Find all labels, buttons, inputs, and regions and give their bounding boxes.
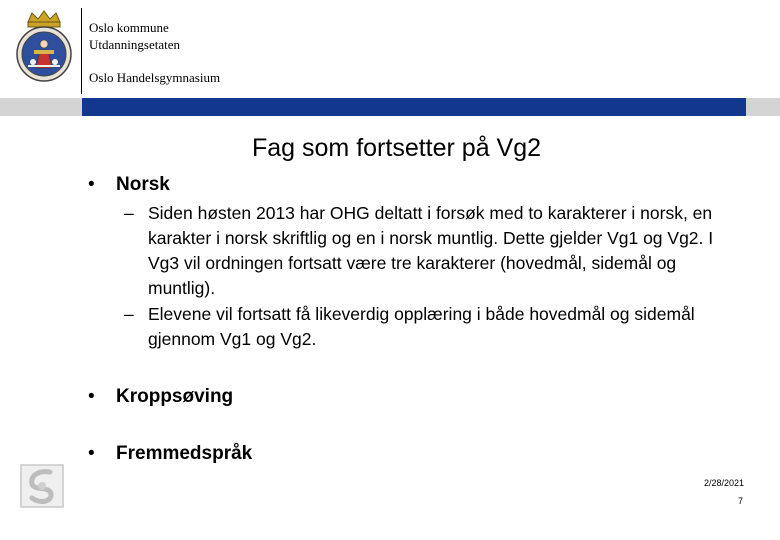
header-divider <box>81 8 82 94</box>
bullet-text: Kroppsøving <box>116 386 234 407</box>
sub-bullet-text: Siden høsten 2013 har OHG deltatt i forsøk med to karakterer i norsk, en karakter i norsk skriftlig og en i norsk muntlig. Dette gjelder Vg1 og Vg2. I Vg3 vil ordningen fortsatt være tre karakterer (hovedmål, sidemål og muntlig). <box>148 203 714 298</box>
bullet-symbol: • <box>88 443 95 464</box>
sub-bullet-item <box>124 302 724 352</box>
dash-symbol: – <box>124 203 134 223</box>
sub-bullet-item <box>124 201 724 301</box>
bullet-text: Norsk <box>116 174 170 195</box>
page-number: 7 <box>737 496 743 506</box>
bullet-item <box>88 174 170 196</box>
header-band-right <box>746 98 780 116</box>
bullet-item <box>88 386 233 408</box>
slide-date: 2/28/2021 <box>703 478 744 488</box>
school-name: Oslo Handelsgymnasium <box>89 70 221 85</box>
sub-bullet-text: Elevene vil fortsatt få likeverdig opplæring i både hovedmål og sidemål gjennom Vg1 og Vg2. <box>148 304 695 349</box>
header-band-blue <box>82 98 746 116</box>
department-name: Utdanningsetaten <box>89 37 180 52</box>
oslo-coat-of-arms-icon <box>14 10 74 82</box>
org-name: Oslo kommune <box>89 20 169 35</box>
dash-symbol: – <box>124 304 134 324</box>
bullet-symbol: • <box>88 386 95 407</box>
bullet-symbol: • <box>88 174 95 195</box>
slide-title: Fag som fortsetter på Vg2 <box>252 134 542 162</box>
bullet-item <box>88 443 252 465</box>
header-band-left <box>0 98 82 116</box>
oslo-symbol-watermark-icon <box>20 464 64 508</box>
bullet-text: Fremmedspråk <box>116 443 253 464</box>
